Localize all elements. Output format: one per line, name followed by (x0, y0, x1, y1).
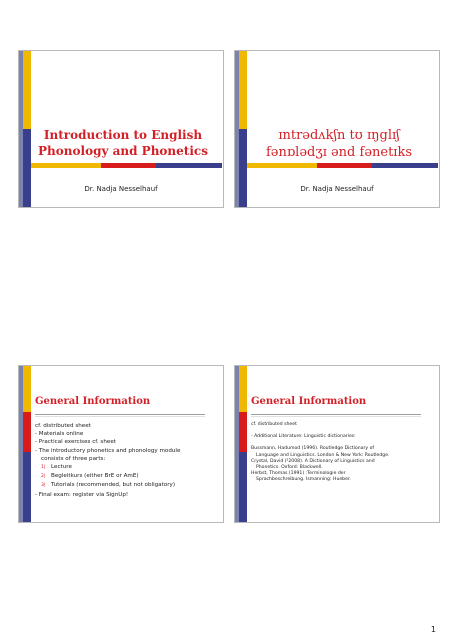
slide-stripe-red (317, 163, 372, 168)
slide-side-bar-gold (239, 366, 247, 412)
body-line: - Final exam: register via SignUp! (35, 491, 129, 498)
heading-divider-shadow (251, 416, 421, 417)
list-item (35, 463, 217, 472)
slide-stripe-gold (31, 163, 101, 168)
list-number: 2| (41, 474, 46, 480)
body-line: cf. distributed sheet (251, 422, 297, 427)
list-text: Tutorials (recommended, but not obligatory) (51, 482, 176, 489)
slide-body (35, 422, 217, 499)
slide-heading: General Information (35, 396, 151, 407)
body-line: consists of three parts: (41, 455, 106, 462)
slide-side-bar-purple (23, 452, 31, 522)
heading-divider (35, 414, 205, 415)
slide-stripe-red (101, 163, 156, 168)
slide-title-line1: Introduction to English (43, 128, 203, 142)
slide-body (251, 422, 435, 484)
reference-line: Herbst, Thomas (1991) :Terminologie der (251, 471, 346, 477)
reference-line: Language and Linguistics. London & New York: Routledge. (256, 452, 390, 458)
list-item (35, 481, 217, 490)
slide-stripe-purple (156, 163, 222, 168)
reference-line: Bussmann, Hadumod (1996). Routledge Dictionary of (251, 446, 375, 452)
slide-side-bar-red (23, 412, 31, 452)
slide-author: Dr. Nadja Nesselhauf (300, 185, 374, 193)
body-line: - Materials online (35, 431, 84, 438)
slide-side-bar-gold (23, 366, 31, 412)
slide-author: Dr. Nadja Nesselhauf (84, 185, 158, 193)
page-number: 1 (430, 625, 436, 634)
reference-line: Phonetics. Oxford: Blackwell. (256, 465, 323, 471)
slide-heading: General Information (251, 396, 367, 407)
body-line: - Additional Literature: Linguistic dictionaries: (251, 434, 356, 440)
slide-stripe-purple (372, 163, 438, 168)
slide-title (29, 127, 217, 159)
list-item (35, 472, 217, 481)
reference-line: Sprachbeschreibung. Ismanning: Hueber. (256, 477, 351, 483)
body-line: - The introductory phonetics and phonology module (35, 447, 181, 454)
slide-general-information-1 (18, 365, 224, 523)
slide-title-english (18, 50, 224, 208)
list-number: 3| (41, 483, 46, 489)
heading-divider-shadow (35, 416, 205, 417)
slide-title (245, 127, 433, 161)
slide-side-bar-gold (239, 51, 247, 129)
slide-stripe-gold (247, 163, 317, 168)
slide-side-bar-red (239, 412, 247, 452)
slide-title-line2: fənɒlədʒɪ ənd fənetɪks (265, 145, 413, 160)
slide-general-information-2 (234, 365, 440, 523)
reference-item (251, 446, 435, 458)
list-number: 1| (41, 465, 46, 471)
heading-divider (251, 414, 421, 415)
list-text: Lecture (51, 464, 72, 471)
reference-item (251, 471, 435, 483)
body-line: - Practical exercises cf. sheet (35, 439, 116, 446)
list-text: Begleitkurs (either BrE or AmE) (51, 473, 139, 480)
reference-line: Crystal, David (²2008). A Dictionary of Linguistics and (251, 458, 375, 464)
slide-title-line1: ɪntrədʌkʃn tʊ ɪŋglɪʃ (278, 128, 400, 143)
slide-title-line2: Phonology and Phonetics (38, 144, 208, 158)
reference-item (251, 459, 435, 471)
slide-side-bar-purple (239, 452, 247, 522)
slide-title-ipa (234, 50, 440, 208)
slide-side-bar-gold (23, 51, 31, 129)
body-line: cf. distributed sheet (35, 423, 91, 429)
